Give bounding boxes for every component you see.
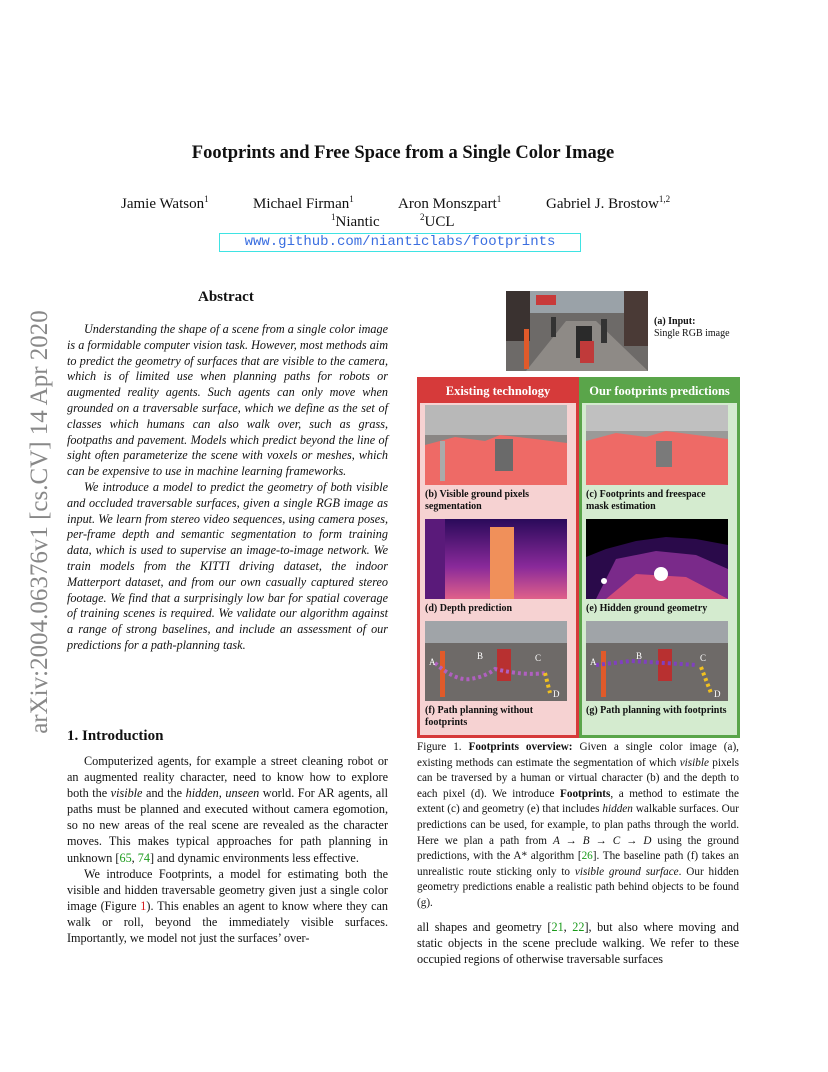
label-d: (d) Depth prediction — [425, 603, 513, 614]
panel-heading-footprints: Our footprints predictions — [582, 380, 737, 403]
path-marker-a: A — [429, 657, 436, 667]
citation-link[interactable]: 74 — [137, 850, 150, 865]
right-column-text: all shapes and geometry [21, 22], but also where moving and static objects in the scene preclude walking. We refer to these occupied regions of otherwise traversable surfaces — [417, 920, 740, 967]
label-b: (b) Visible ground pixels segmentation — [425, 489, 530, 512]
citation-link[interactable]: 26 — [581, 850, 593, 863]
path-marker-a: A — [590, 657, 597, 667]
abstract-body — [67, 322, 388, 654]
arxiv-id: arXiv:2004.06376v1 [cs.CV] 14 Apr 2020 — [26, 310, 53, 734]
path-marker-d: D — [553, 689, 560, 699]
intro-paragraph-1: Computerized agents, for example a street cleaning robot or an augmented reality character, need to know how to explore both the visible and the hidden, unseen world. For AR agents, all paths must be planned and executed without camera egomotion, so no new areas of the real scene are revealed as the character moves. This makes typical approaches for path planning in unknown [65, 74] and dynamic environments less effective. — [67, 754, 388, 865]
citation-link[interactable]: 65 — [119, 850, 132, 865]
label-g: (g) Path planning with footprints — [586, 705, 727, 716]
abstract-heading: Abstract — [198, 289, 254, 305]
figure-link[interactable]: 1 — [140, 898, 147, 913]
intro-body — [67, 753, 388, 946]
affiliation-2: $^2$UCL — [420, 212, 455, 230]
affiliation-1: $^1$Niantic — [331, 212, 380, 230]
path-marker-c: C — [700, 653, 707, 663]
image-path-without-footprints — [425, 621, 567, 701]
image-visible-ground — [425, 405, 567, 485]
label-f: (f) Path planning without footprints — [425, 705, 534, 728]
author-3: Aron Monszpart$^1$ — [398, 194, 502, 212]
path-marker-b: B — [636, 651, 643, 661]
author-1: Jamie Watson$^1$ — [121, 194, 209, 212]
image-hidden-ground — [586, 519, 728, 599]
author-2: Michael Firman$^1$ — [253, 194, 354, 212]
intro-paragraph-2: We introduce Footprints, a model for estimating both the visible and hidden traversable geometry given just a single color image (Figure 1). This enables an agent to know where they can walk or roll, beyond the immediately visible surfaces. Importantly, we model not just the surfaces’ over- — [67, 866, 388, 946]
citation-link[interactable]: 21 — [551, 920, 564, 934]
image-path-with-footprints — [586, 621, 728, 701]
author-4: Gabriel J. Brostow$^{1,2}$ — [546, 194, 671, 212]
label-a: (a) Input: Single RGB image — [654, 316, 730, 339]
abstract-paragraph-2: We introduce a model to predict the geometry of both visible and occluded traversable surfaces, given a single RGB image as input. We learn from stereo video sequences, using camera poses, per-frame depth and semantic segmentation to form training data, which is used to supervise an image-to-image network. We train models from the KITTI driving dataset, the indoor Matterport dataset, and from our own casually captured stereo footage. We find that a surprisingly low bar for spatial coverage of training scenes is required. We validate our algorithm against a range of strong baselines, and include an assessment of our predictions for a path-planning task. — [67, 479, 388, 652]
image-depth-prediction — [425, 519, 567, 599]
citation-link[interactable]: 22 — [572, 920, 585, 934]
path-marker-d: D — [714, 689, 721, 699]
label-c: (c) Footprints and freespace mask estimation — [586, 489, 706, 512]
label-e: (e) Hidden ground geometry — [586, 603, 708, 614]
panel-heading-existing: Existing technology — [420, 380, 576, 403]
path-marker-b: B — [477, 651, 484, 661]
path-marker-c: C — [535, 653, 542, 663]
abstract-paragraph-1: Understanding the shape of a scene from a single color image is a formidable computer vision task. However, most methods aim to predict the geometry of surfaces that are visible to the camera, which is of limited use when planning paths for robots or augmented reality agents. Such agents can only move when grounded on a traversable surface, which we define as the set of classes which humans can also walk over, such as grass, footpaths and pavement. Models which predict beyond the line of sight often parameterize the scene with voxels or meshes, which can be expensive to use in machine learning frameworks. — [67, 322, 388, 479]
image-footprints-freespace — [586, 405, 728, 485]
intro-heading: 1. Introduction — [67, 728, 164, 744]
input-image — [506, 291, 648, 371]
figure-caption: Figure 1. Footprints overview: Given a single color image (a), existing methods can estimate the segmentation of which visible pixels can be traversed by a human or virtual character (b) and the depth to each pixel (d). We introduce Footprints, a method to estimate the extent (c) and geometry (e) that includes hidden walkable surfaces. Our predictions can be used, for example, to plan paths through the world. Here we plan a path from A → B → C → D using the ground predictions, with the A* algorithm [26]. The baseline path (f) takes an unrealistic route sticking only to visible ground surface. Our hidden geometry predictions enable a realistic path behind objects to be found (g). — [417, 741, 740, 909]
github-link[interactable]: www.github.com/nianticlabs/footprints — [219, 233, 581, 252]
paper-title: Footprints and Free Space from a Single Color Image — [191, 143, 615, 163]
